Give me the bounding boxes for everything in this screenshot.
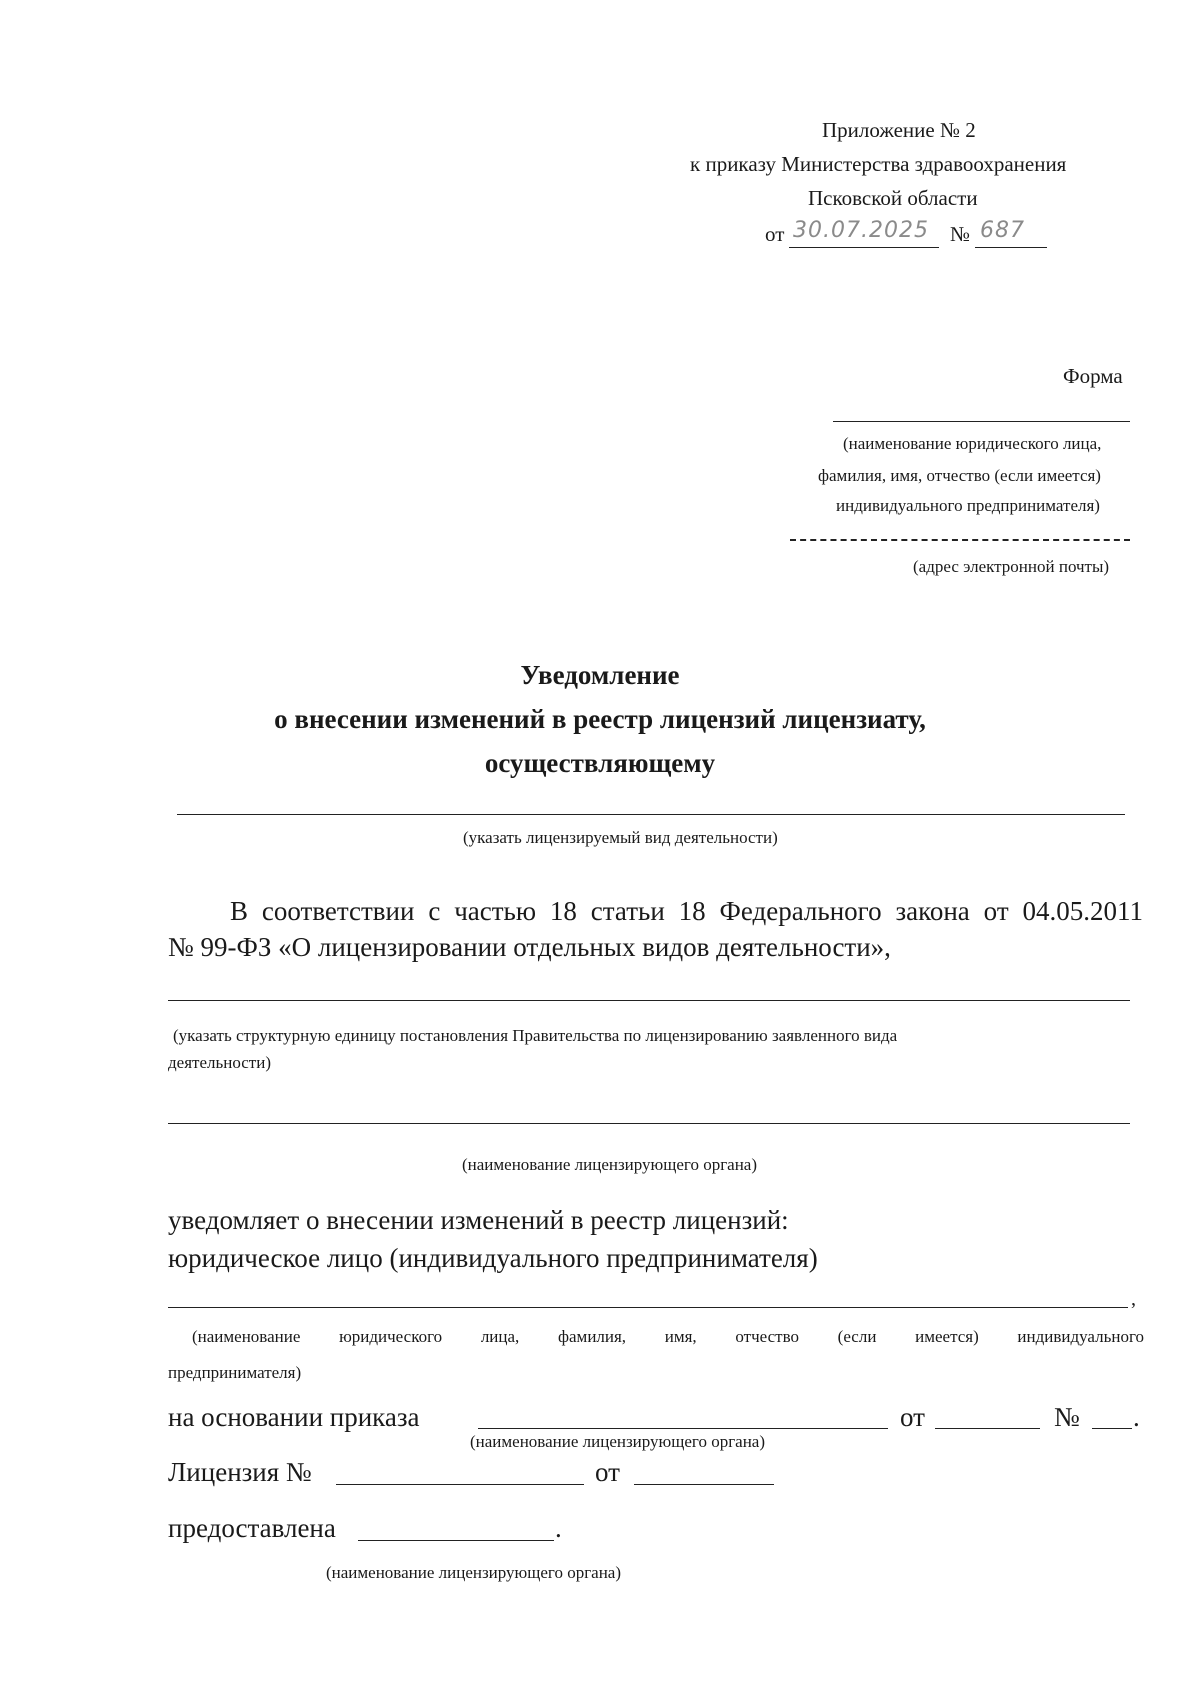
license-number-label: Лицензия № (168, 1457, 312, 1487)
license-number-line (336, 1484, 584, 1485)
notify-line-2: юридическое лицо (индивидуального предпринимателя) (168, 1243, 818, 1273)
order-number-handwritten: 687 (980, 218, 1025, 243)
order-date-handwritten: 30.07.2025 (793, 218, 929, 243)
document-title: Уведомление (520, 660, 680, 690)
region-name: Псковской области (808, 186, 978, 210)
resolution-hint-2: деятельности) (168, 1053, 271, 1072)
order-basis-label: на основании приказа (168, 1402, 420, 1432)
order-date-underline (789, 247, 939, 248)
organ-line (168, 1123, 1130, 1124)
order-basis-date-line (935, 1428, 1040, 1429)
person-line (168, 1307, 1128, 1308)
granted-by-label: предоставлена (168, 1513, 336, 1543)
order-reference: к приказу Министерства здравоохранения (690, 152, 1067, 176)
paragraph-line-2: № 99-ФЗ «О лицензировании отдельных видов деятельности», (168, 932, 891, 962)
recipient-name-hint-1: (наименование юридического лица, (843, 434, 1102, 453)
granted-by-line (358, 1540, 554, 1541)
order-basis-organ-line (478, 1428, 888, 1429)
recipient-name-hint-2: фамилия, имя, отчество (если имеется) (818, 466, 1101, 485)
recipient-name-hint-3: индивидуального предпринимателя) (836, 496, 1100, 515)
person-hint-2: предпринимателя) (168, 1363, 302, 1382)
order-basis-end: . (1133, 1402, 1140, 1432)
organ-hint-3: (наименование лицензирующего органа) (326, 1563, 622, 1582)
granted-by-end: . (555, 1513, 562, 1543)
resolution-hint-1: (указать структурную единицу постановления Правительства по лицензированию заявленного вида (173, 1026, 898, 1045)
recipient-email-hint: (адрес электронной почты) (913, 557, 1110, 576)
order-number-label: № (950, 222, 971, 246)
order-basis-number-label: № (1054, 1402, 1080, 1432)
order-basis-number-line (1092, 1428, 1132, 1429)
person-hint-1: (наименование юридического лица, фамилия, имя, отчество (если имеется) индивидуального (192, 1327, 1144, 1346)
document-title-line-3: осуществляющему (484, 748, 716, 778)
document-title-line-2: о внесении изменений в реестр лицензий лицензиату, (274, 704, 926, 734)
license-date-line (634, 1484, 774, 1485)
activity-line (177, 814, 1125, 815)
organ-hint-1: (наименование лицензирующего органа) (462, 1155, 758, 1174)
appendix-number: Приложение № 2 (822, 118, 976, 142)
activity-hint: (указать лицензируемый вид деятельности) (463, 828, 778, 847)
organ-hint-2: (наименование лицензирующего органа) (470, 1432, 766, 1451)
order-basis-date-label: от (900, 1402, 925, 1432)
paragraph-line-1: В соответствии с частью 18 статьи 18 Федерального закона от 04.05.2011 (230, 896, 1143, 926)
notify-line-1: уведомляет о внесении изменений в реестр лицензий: (168, 1205, 789, 1235)
order-date-label: от (765, 222, 785, 246)
resolution-line (168, 1000, 1130, 1001)
person-line-comma: , (1131, 1288, 1136, 1310)
order-number-underline (975, 247, 1047, 248)
form-label: Форма (1063, 364, 1123, 388)
recipient-name-line (833, 421, 1130, 422)
license-date-label: от (595, 1457, 620, 1487)
recipient-email-line (790, 539, 1130, 541)
